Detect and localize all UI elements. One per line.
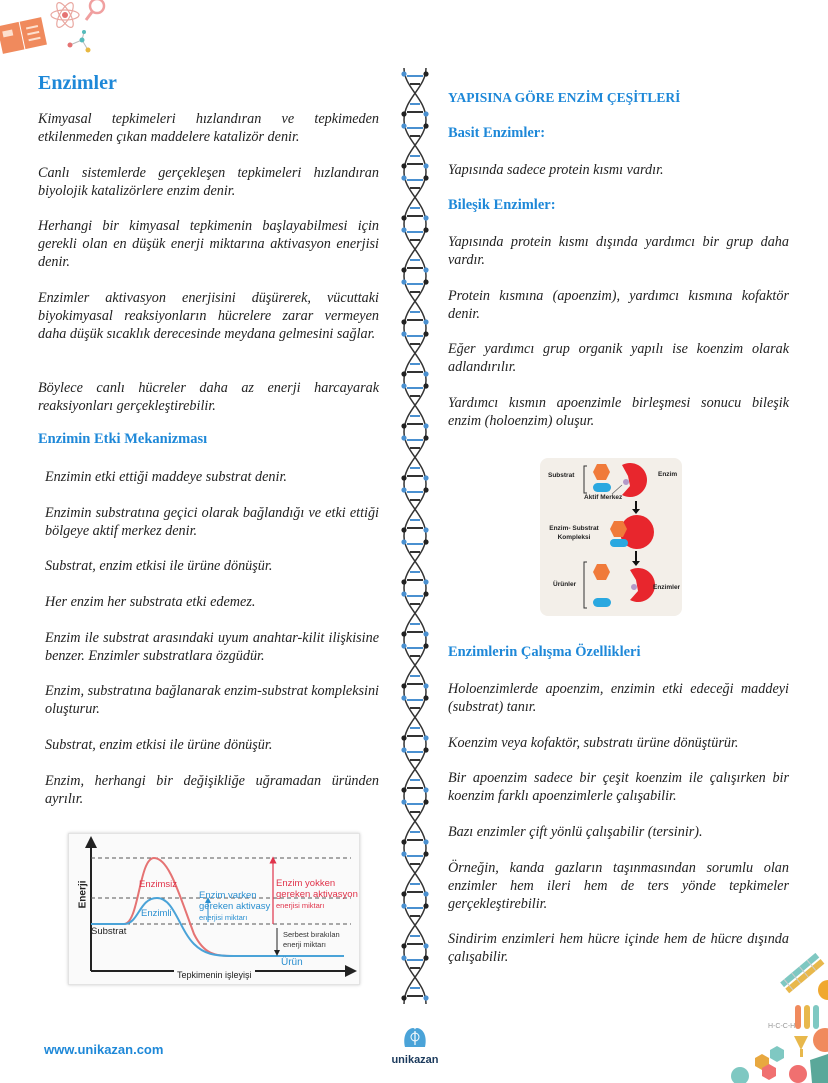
section-title-types: YAPISINA GÖRE ENZİM ÇEŞİTLERİ xyxy=(448,90,681,105)
head-logo-icon xyxy=(401,1025,429,1049)
paragraph: Böylece canlı hücreler daha az enerji harcayarak reaksiyonları gerçekleştirebilir. xyxy=(38,380,379,414)
unikazan-logo xyxy=(388,1025,442,1070)
label-enzimler: Enzimler xyxy=(653,584,681,591)
label-aktif-merkez: Aktif Merkez xyxy=(584,494,623,501)
section-title-mechanism: Enzimin Etki Mekanizması xyxy=(38,431,208,447)
paragraph: Eğer yardımcı grup organik yapılı ise koenzim olarak adlandırılır. xyxy=(448,341,789,375)
paragraph: Protein kısmına (apoenzim), yardımcı kısmına kofaktör denir. xyxy=(448,288,789,322)
section-title-properties: Enzimlerin Çalışma Özellikleri xyxy=(448,644,641,660)
mechanism-item: Substrat, enzim etkisi ile ürüne dönüşür. xyxy=(45,737,273,753)
property-item: Holoenzimlerde apoenzim, enzimin etki edeceği maddeyi (substrat) tanır. xyxy=(448,681,789,715)
svg-text:H-C-C-H: H-C-C-H xyxy=(768,1023,796,1030)
enzyme-substrate-diagram xyxy=(540,458,682,616)
label-substrat: Substrat xyxy=(548,472,575,479)
paragraph: Herhangi bir kimyasal tepkimenin başlayabilmesi için gerekli olan en düşük enerji miktarına aktivasyon enerjisi denir. xyxy=(38,218,379,270)
property-item: Bazı enzimler çift yönlü çalışabilir (tersinir). xyxy=(448,824,703,840)
paragraph: Yardımcı kısmın apoenzimle birleşmesi sonucu bileşik enzim (holoenzim) oluşur. xyxy=(448,395,789,429)
paragraph: Kimyasal tepkimeleri hızlandıran ve tepkimeden etkilenmeden çıkan maddelere katalizör denir. xyxy=(38,111,379,145)
subsection-title-basit: Basit Enzimler: xyxy=(448,125,546,141)
property-item: Koenzim veya kofaktör, substratı ürüne dönüştürür. xyxy=(448,735,739,751)
label-urun: Ürün xyxy=(281,957,303,968)
x-axis-label: Tepkimenin işleyişi xyxy=(174,970,255,980)
paragraph: Yapısında sadece protein kısmı vardır. xyxy=(448,162,664,178)
logo-text: unikazan xyxy=(391,1054,439,1066)
property-item: Örneğin, kanda gazların taşınmasından sorumlu olan enzimler hem ileri hem de ters yönde tepkimeler gerçekleştirebilir. xyxy=(448,860,789,912)
property-item: Sindirim enzimleri hem hücre içinde hem de hücre dışında çalışabilir. xyxy=(448,931,789,965)
subsection-title-bilesik: Bileşik Enzimler: xyxy=(448,197,556,213)
label-enzim: Enzim xyxy=(658,471,678,478)
page-title: Enzimler xyxy=(38,72,117,94)
paragraph: Enzimler aktivasyon enerjisini düşürerek, vücuttaki biyokimyasal reaksiyonların hücrelere zarar vermeyen daha düşük sıcaklık derecesinde meydana gelmesini sağlar. xyxy=(38,290,379,342)
mechanism-item: Enzim, herhangi bir değişikliğe uğramadan üründen ayrılır. xyxy=(45,773,379,807)
label-with-enzyme: Enzim varken gereken aktivasy enerjisi miktarı xyxy=(199,890,271,922)
mechanism-item: Enzim ile substrat arasındaki uyum anahtar-kilit ilişkisine benzer. Enzimler substratlara özgüdür. xyxy=(45,630,379,664)
label-enzimsiz: Enzimsiz xyxy=(139,879,178,890)
dna-divider-icon xyxy=(398,68,432,1020)
mechanism-item: Enzimin substratına geçici olarak bağlandığı ve etki ettiği bölgeye aktif merkez denir. xyxy=(45,505,379,539)
paragraph: Yapısında protein kısmı dışında yardımcı bir grup daha vardır. xyxy=(448,234,789,268)
mechanism-item: Her enzim her substrata etki edemez. xyxy=(45,594,256,610)
mechanism-item: Enzim, substratına bağlanarak enzim-substrat kompleksini oluşturur. xyxy=(45,683,379,717)
label-enzimli: Enzimli xyxy=(141,908,172,919)
label-released-energy: Serbest bırakılan enerji miktarı xyxy=(283,930,340,949)
science-decoration-top-icon xyxy=(0,0,115,60)
label-substrat: Substrat xyxy=(91,926,127,937)
property-item: Bir apoenzim sadece bir çeşit koenzim ile çalışırken bir koenzim farklı apoenzimlerle çalışabilir. xyxy=(448,770,789,804)
lab-equipment-decoration-icon xyxy=(700,950,828,1083)
paragraph: Canlı sistemlerde gerçekleşen tepkimeleri hızlandıran biyolojik katalizörlere enzim denir. xyxy=(38,165,379,199)
label-urunler: Ürünler xyxy=(553,581,577,588)
mechanism-item: Enzimin etki ettiği maddeye substrat denir. xyxy=(45,469,287,485)
activation-energy-chart xyxy=(68,833,360,985)
y-axis-label: Enerji xyxy=(77,880,89,909)
label-without-enzyme: Enzim yokken gereken aktivasyon enerjisi miktarı xyxy=(276,878,358,910)
mechanism-item: Substrat, enzim etkisi ile ürüne dönüşür. xyxy=(45,558,273,574)
website-link[interactable]: www.unikazan.com xyxy=(44,1042,164,1057)
label-kompleks: Enzim- Substrat Kompleksi xyxy=(549,525,599,541)
